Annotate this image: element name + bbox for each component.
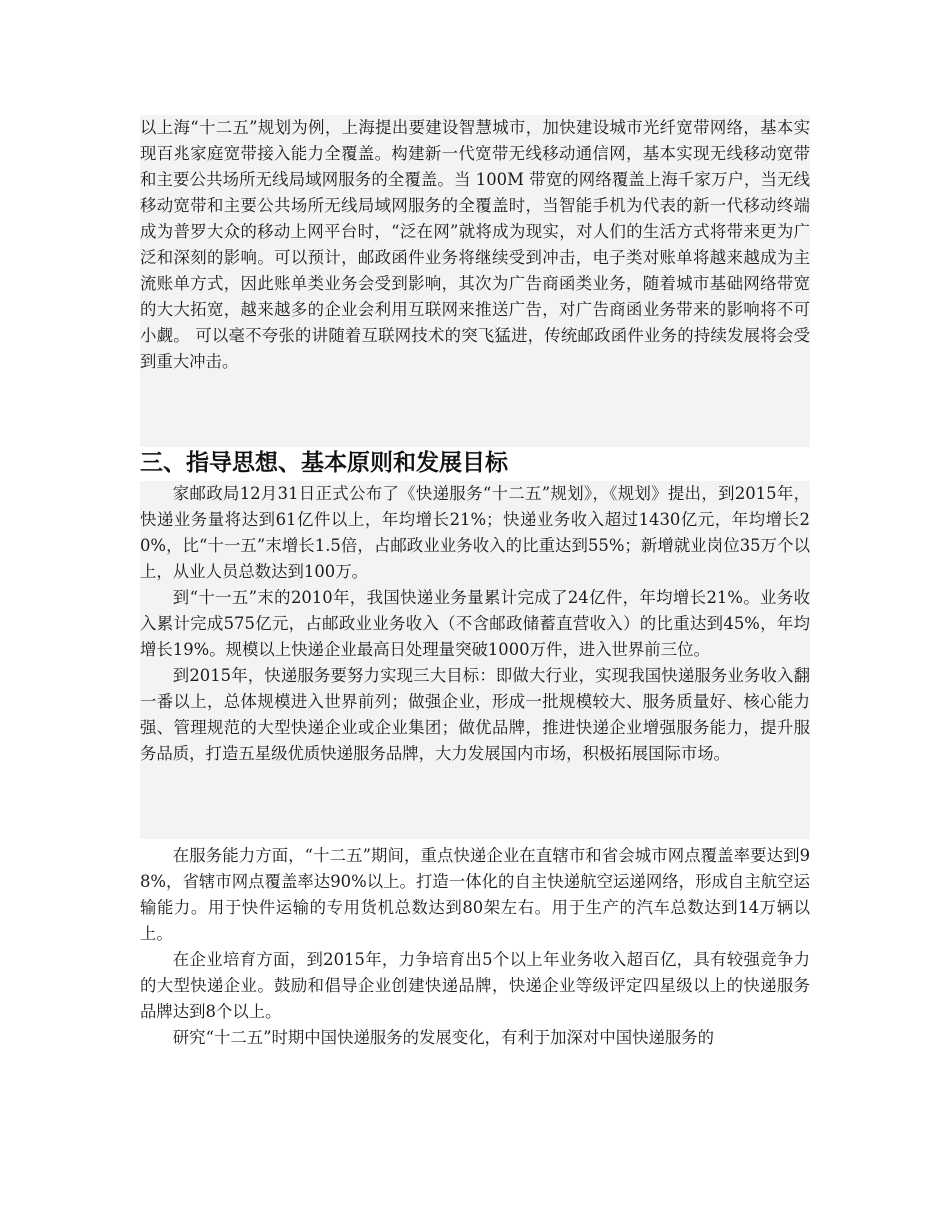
body-paragraph-5: 在企业培育方面，到2015年，力争培育出5个以上年业务收入超百亿，具有较强竞争力的大型快递企业。鼓励和倡导企业创建快递品牌，快递企业等级评定四星级以上的快递服务品牌达到8个以上。 — [140, 950, 810, 1021]
body-paragraph-6: 研究“十二五”时期中国快递服务的发展变化，有利于加深对中国快递服务的 — [172, 1028, 715, 1047]
goals-block — [140, 481, 810, 839]
intro-paragraph: 以上海“十二五”规划为例，上海提出要建设智慧城市，加快建设城市光纤宽带网络，基本实现百兆家庭宽带接入能力全覆盖。构建新一代宽带无线移动通信网，基本实现无线移动宽带和主要公共场所无线局域网服务的全覆盖。当 100M 带宽的网络覆盖上海千家万户，当无线移动宽带和主要公共场所无线局域网服务的全覆盖时，当智能手机为代表的新一代移动终端成为普罗大众的移动上网平台时，“泛在网”就将成为现实，对人们的生活方式将带来更为广泛和深刻的影响。可以预计，邮政函件业务将继续受到冲击，电子类对账单将越来越成为主流账单方式，因此账单类业务会受到影响，其次为广告商函类业务，随着城市基础网络带宽的大大拓宽，越来越多的企业会利用互联网来推送广告，对广告商函业务带来的影响将不可小觑。 可以毫不夸张的讲随着互联网技术的突飞猛进，传统邮政函件业务的持续发展将会受到重大冲击。 — [140, 118, 810, 371]
body-paragraph-4: 在服务能力方面，“十二五”期间，重点快递企业在直辖市和省会城市网点覆盖率要达到98%，省辖市网点覆盖率达90%以上。打造一体化的自主快递航空运递网络，形成自主航空运输能力。用于快件运输的专用货机总数达到80架左右。用于生产的汽车总数达到14万辆以上。 — [140, 846, 810, 943]
body-paragraph-3: 到2015年，快递服务要努力实现三大目标：即做大行业，实现我国快递服务业务收入翻一番以上，总体规模进入世界前列；做强企业，形成一批规模较大、服务质量好、核心能力强、管理规范的大型快递企业或企业集团；做优品牌，推进快递企业增强服务能力，提升服务品质，打造五星级优质快递服务品牌，大力发展国内市场，积极拓展国际市场。 — [140, 666, 810, 763]
intro-block — [140, 115, 810, 447]
capability-block — [140, 843, 810, 1051]
section-heading: 三、指导思想、基本原则和发展目标 — [140, 450, 508, 476]
body-paragraph-2: 到“十一五”末的2010年，我国快递业务量累计完成了24亿件，年均增长21%。业务收入累计完成575亿元，占邮政业业务收入（不含邮政储蓄直营收入）的比重达到45%，年均增长19%。规模以上快递企业最高日处理量突破1000万件，进入世界前三位。 — [140, 588, 810, 659]
body-paragraph-1: 家邮政局12月31日正式公布了《快递服务“十二五”规划》，《规划》提出，到2015年，快递业务量将达到61亿件以上，年均增长21%；快递业务收入超过1430亿元，年均增长20%，比“十一五”末增长1.5倍，占邮政业业务收入的比重达到55%；新增就业岗位35万个以上，从业人员总数达到100万。 — [140, 484, 810, 581]
